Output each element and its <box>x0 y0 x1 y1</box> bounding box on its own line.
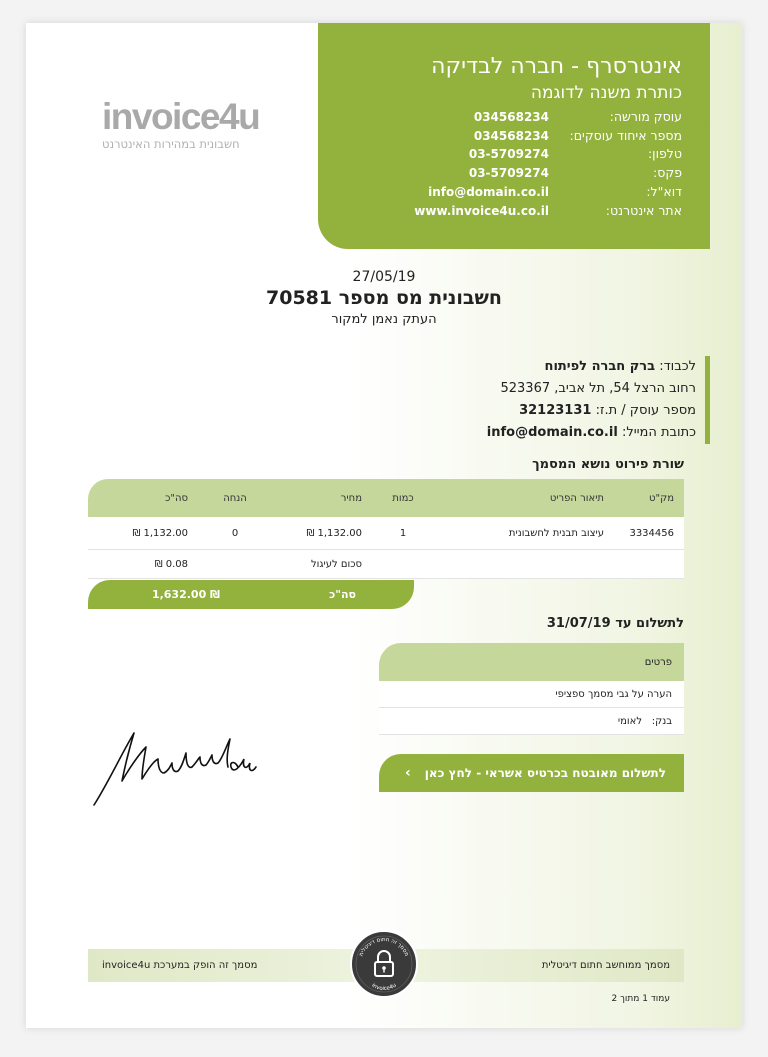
stamp-top-text: מסמך זה חתום דיגיטלית <box>358 936 410 958</box>
col-discount-header: הנחה <box>223 492 247 504</box>
recipient-name: ברק חברה לפיתוח <box>544 359 656 374</box>
rounding-value: 0.08 ₪ <box>154 558 188 570</box>
cell-price: 1,132.00 ₪ <box>306 527 362 539</box>
recipient-block <box>390 356 710 444</box>
rounding-row <box>88 550 684 579</box>
to-label: לכבוד: <box>659 359 696 374</box>
email-link[interactable]: info@domain.co.il <box>428 184 549 199</box>
detail-label: מספר איחוד עוסקים: <box>569 127 682 143</box>
total-label: סה"כ <box>329 588 356 601</box>
company-header <box>318 23 710 249</box>
col-desc-header: תיאור הפריט <box>549 492 604 504</box>
id-label: מספר עוסק / ת.ז: <box>595 403 696 418</box>
logo-wordmark: invoice4u <box>102 96 260 137</box>
table-row <box>88 517 684 550</box>
items-section-title: שורת פירוט נושא המסמך <box>532 457 684 472</box>
col-sku-header: מק"ט <box>649 492 674 504</box>
due-label: לתשלום עד <box>615 616 684 631</box>
email-label: כתובת המייל: <box>621 425 696 440</box>
items-header-row <box>88 479 684 517</box>
cell-discount: 0 <box>231 527 239 539</box>
recipient-address: רחוב הרצל 54, תל אביב, 523367 <box>500 381 696 396</box>
company-detail-row <box>338 183 682 202</box>
payment-details-table <box>379 643 684 735</box>
recipient-email: info@domain.co.il <box>486 425 618 440</box>
pay-button-label: לתשלום מאובטח בכרטיס אשראי - לחץ כאן <box>424 766 666 780</box>
company-name: אינטרסרף - חברה לבדיקה <box>431 54 682 79</box>
detail-label: טלפון: <box>647 146 682 162</box>
grand-total-bar <box>88 580 414 609</box>
detail-value: 034568234 <box>473 110 549 124</box>
payment-due <box>547 616 684 631</box>
page-number: עמוד 1 מתוך 2 <box>611 994 670 1004</box>
details-bank-row <box>379 708 684 735</box>
detail-value: 03-5709274 <box>468 147 549 162</box>
col-qty-header: כמות <box>392 492 414 504</box>
stamp-bottom-text: invoice4u <box>370 982 398 993</box>
invoice4u-logo <box>102 96 260 151</box>
company-detail-row <box>338 164 682 183</box>
detail-value: 034568234 <box>473 128 549 143</box>
detail-label: דוא"ל: <box>646 183 682 199</box>
company-subtitle: כותרת משנה לדוגמה <box>530 83 682 103</box>
pay-by-card-button[interactable] <box>379 754 684 792</box>
invoice-page <box>26 23 742 1028</box>
footer-signed-note: מסמך ממוחשב חתום דיגיטלית <box>541 960 670 971</box>
company-detail-row <box>338 108 682 127</box>
company-detail-row <box>338 127 682 146</box>
footer-produced-note: מסמך זה הופק במערכת invoice4u <box>102 960 258 971</box>
digital-signature-stamp <box>349 929 419 999</box>
detail-value: 03-5709274 <box>468 166 549 181</box>
company-detail-row <box>338 145 682 164</box>
details-note: הערה על גבי מסמך ספציפי <box>379 681 684 708</box>
rounding-label: סכום לעיגול <box>310 558 362 570</box>
signature <box>88 723 268 813</box>
col-total-header: סה"כ <box>165 492 188 504</box>
cell-desc: עיצוב תבנית לחשבונית <box>508 527 604 539</box>
bank-value: לאומי <box>617 715 642 727</box>
document-title: חשבונית מס מספר 70581 <box>266 287 502 309</box>
recipient-id-line <box>390 400 696 422</box>
detail-label: אתר אינטרנט: <box>605 202 682 218</box>
items-table <box>88 479 684 579</box>
due-date: 31/07/19 <box>546 616 611 631</box>
total-value: 1,632.00 ₪ <box>151 588 220 601</box>
company-details <box>338 108 682 220</box>
cell-sku: 3334456 <box>629 527 674 539</box>
recipient-email-line <box>390 422 696 444</box>
document-date: 27/05/19 <box>352 269 416 285</box>
details-header: פרטים <box>379 643 684 681</box>
col-price-header: מחיר <box>340 492 362 504</box>
cell-total: 1,132.00 ₪ <box>132 527 188 539</box>
bank-label: בנק: <box>651 715 672 727</box>
detail-label: עוסק מורשה: <box>609 109 682 124</box>
detail-label: פקס: <box>653 165 682 181</box>
logo-tagline: חשבונית במהירות האינטרנט <box>102 137 240 151</box>
cell-qty: 1 <box>399 527 407 539</box>
recipient-id: 32123131 <box>519 403 592 418</box>
company-detail-row <box>338 202 682 221</box>
website-link[interactable]: www.invoice4u.co.il <box>414 203 549 218</box>
recipient-name-line <box>390 356 696 378</box>
chevron-left-icon: › <box>405 765 411 781</box>
copy-note: העתק נאמן למקור <box>331 312 437 327</box>
